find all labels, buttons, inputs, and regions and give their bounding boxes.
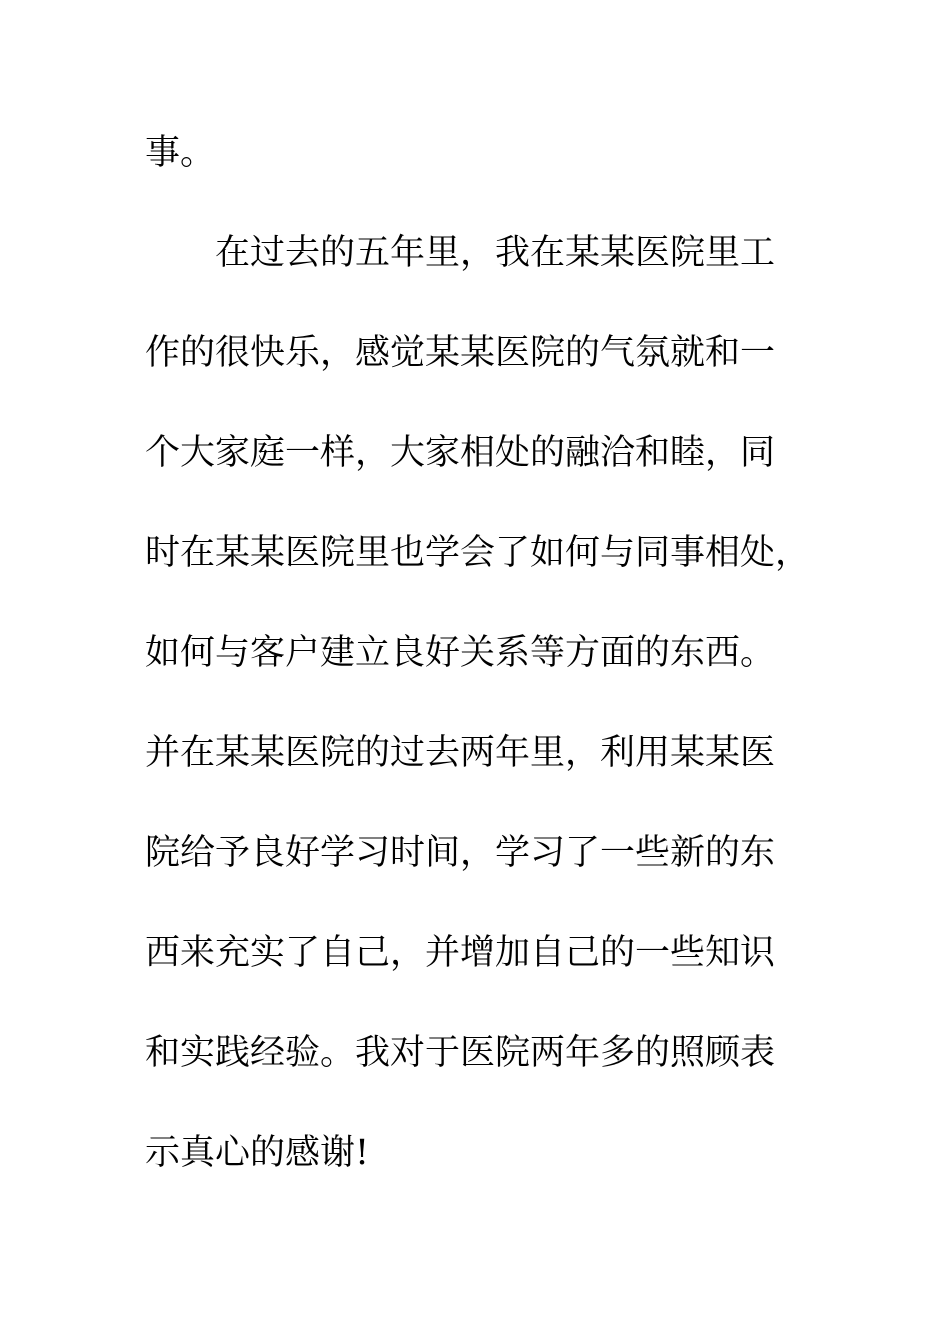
paragraph-line: 示真心的感谢!: [145, 1133, 370, 1173]
paragraph-line: 和实践经验。我对于医院两年多的照顾表: [145, 1033, 776, 1073]
paragraph-line: 在过去的五年里，我在某某医院里工: [215, 233, 776, 273]
paragraph-line: 个大家庭一样，大家相处的融洽和睦，同: [145, 433, 776, 473]
paragraph-line: 事。: [145, 133, 216, 173]
paragraph-line: 如何与客户建立良好关系等方面的东西。: [145, 633, 776, 673]
paragraph-line: 西来充实了自己，并增加自己的一些知识: [145, 933, 776, 973]
paragraph-line: 并在某某医院的过去两年里，利用某某医: [145, 733, 776, 773]
paragraph-line: 院给予良好学习时间，学习了一些新的东: [145, 833, 776, 873]
paragraph-line: 作的很快乐，感觉某某医院的气氛就和一: [145, 333, 776, 373]
paragraph-line: 时在某某医院里也学会了如何与同事相处，: [145, 533, 811, 573]
